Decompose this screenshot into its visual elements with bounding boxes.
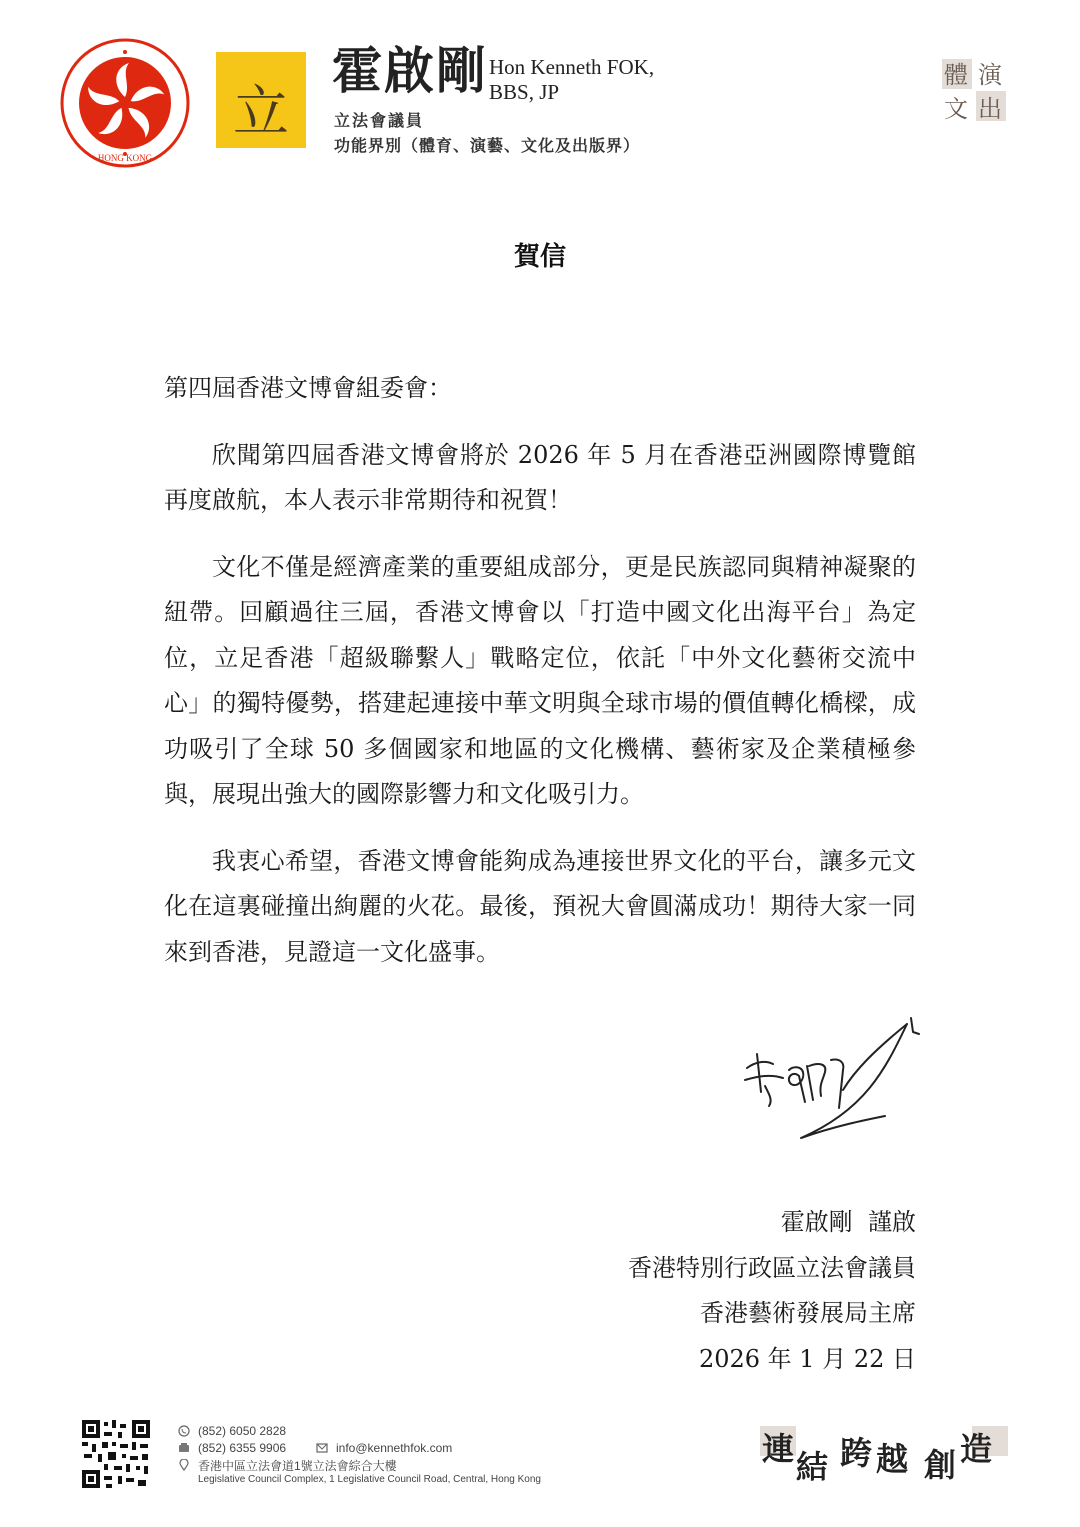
contact-email <box>316 1441 452 1455</box>
letter-date: 2026 年 1 月 22 日 <box>698 1344 916 1373</box>
stamp-char-1: 體 <box>944 61 968 89</box>
qr-code <box>80 1418 152 1490</box>
name-english-line2: BBS, JP <box>489 80 560 104</box>
stamp-char-2: 演 <box>978 61 1002 89</box>
slogan-char-6: 造 <box>960 1430 993 1468</box>
paragraph-1: 欣聞第四屆香港文博會將於 2026 年 5 月在香港亞洲國際博覽館再度啟航，本人表示非常期待和祝賀！ <box>164 440 916 514</box>
badge-glyph: 立 <box>233 80 289 145</box>
role-line-2: 功能界別（體育、演藝、文化及出版界） <box>334 136 641 155</box>
location-pin-icon <box>178 1459 190 1471</box>
email-icon <box>316 1442 328 1454</box>
hong-kong-emblem <box>60 38 190 168</box>
slogan-char-3: 跨 <box>840 1434 873 1472</box>
slogan-char-2: 結 <box>796 1448 829 1486</box>
phone-icon <box>178 1442 190 1454</box>
name-english-line1: Hon Kenneth FOK, <box>489 55 655 79</box>
role-line-1: 立法會議員 <box>334 111 425 130</box>
contact-address <box>178 1459 541 1487</box>
stamp-char-4: 出 <box>978 95 1002 123</box>
letter-body <box>164 366 916 996</box>
footer-slogan-logo <box>760 1424 1015 1484</box>
signer-title-1: 香港特別行政區立法會議員 <box>628 1253 916 1282</box>
name-english <box>489 55 654 105</box>
letter-title: 賀信 <box>513 242 566 272</box>
address-chinese: 香港中區立法會道1號立法會綜合大樓 <box>198 1459 397 1473</box>
signoff: 霍啟剛 謹啟 <box>780 1208 916 1236</box>
office-phone-number: (852) 6355 9906 <box>198 1441 287 1455</box>
slogan-char-4: 越 <box>876 1440 909 1478</box>
contact-whatsapp <box>178 1424 286 1438</box>
email-address: info@kennethfok.com <box>336 1441 453 1455</box>
paragraph-2: 文化不僅是經濟產業的重要組成部分，更是民族認同與精神凝聚的紐帶。回顧過往三屆，香港文博會以「打造中國文化出海平台」為定位，立足香港「超級聯繫人」戰略定位，依託「中外文化藝術交流中心」的獨特優勢，搭建起連接中華文明與全球市場的價值轉化橋樑，成功吸引了全球 50 多個國家和地區的文化機構、藝術家及企業積極參與，展現出強大的國際影響力和文化吸引力。 <box>164 552 916 808</box>
stamp-char-3: 文 <box>944 95 968 123</box>
address-english: Legislative Council Complex, 1 Legislative Council Road, Central, Hong Kong <box>198 1474 541 1485</box>
contact-office-phone <box>178 1441 286 1455</box>
signer-title-2: 香港藝術發展局主席 <box>700 1299 916 1327</box>
brand-badge-logo <box>216 52 306 148</box>
whatsapp-number: (852) 6050 2828 <box>198 1424 287 1438</box>
slogan-char-5: 創 <box>924 1446 957 1484</box>
culture-stamp-logo <box>940 55 1010 125</box>
paragraph-3: 我衷心希望，香港文博會能夠成為連接世界文化的平台，讓多元文化在這裏碰撞出絢麗的火花。最後，預祝大會圓滿成功！期待大家一同來到香港，見證這一文化盛事。 <box>164 846 916 966</box>
handwritten-signature <box>735 1010 925 1150</box>
name-chinese: 霍啟剛 <box>332 42 488 100</box>
slogan-char-1: 連 <box>762 1430 795 1468</box>
salutation: 第四屆香港文博會組委會： <box>164 374 452 402</box>
emblem-label: HONG KONG <box>97 153 153 163</box>
closing-block <box>628 1200 916 1382</box>
whatsapp-icon <box>178 1425 190 1437</box>
